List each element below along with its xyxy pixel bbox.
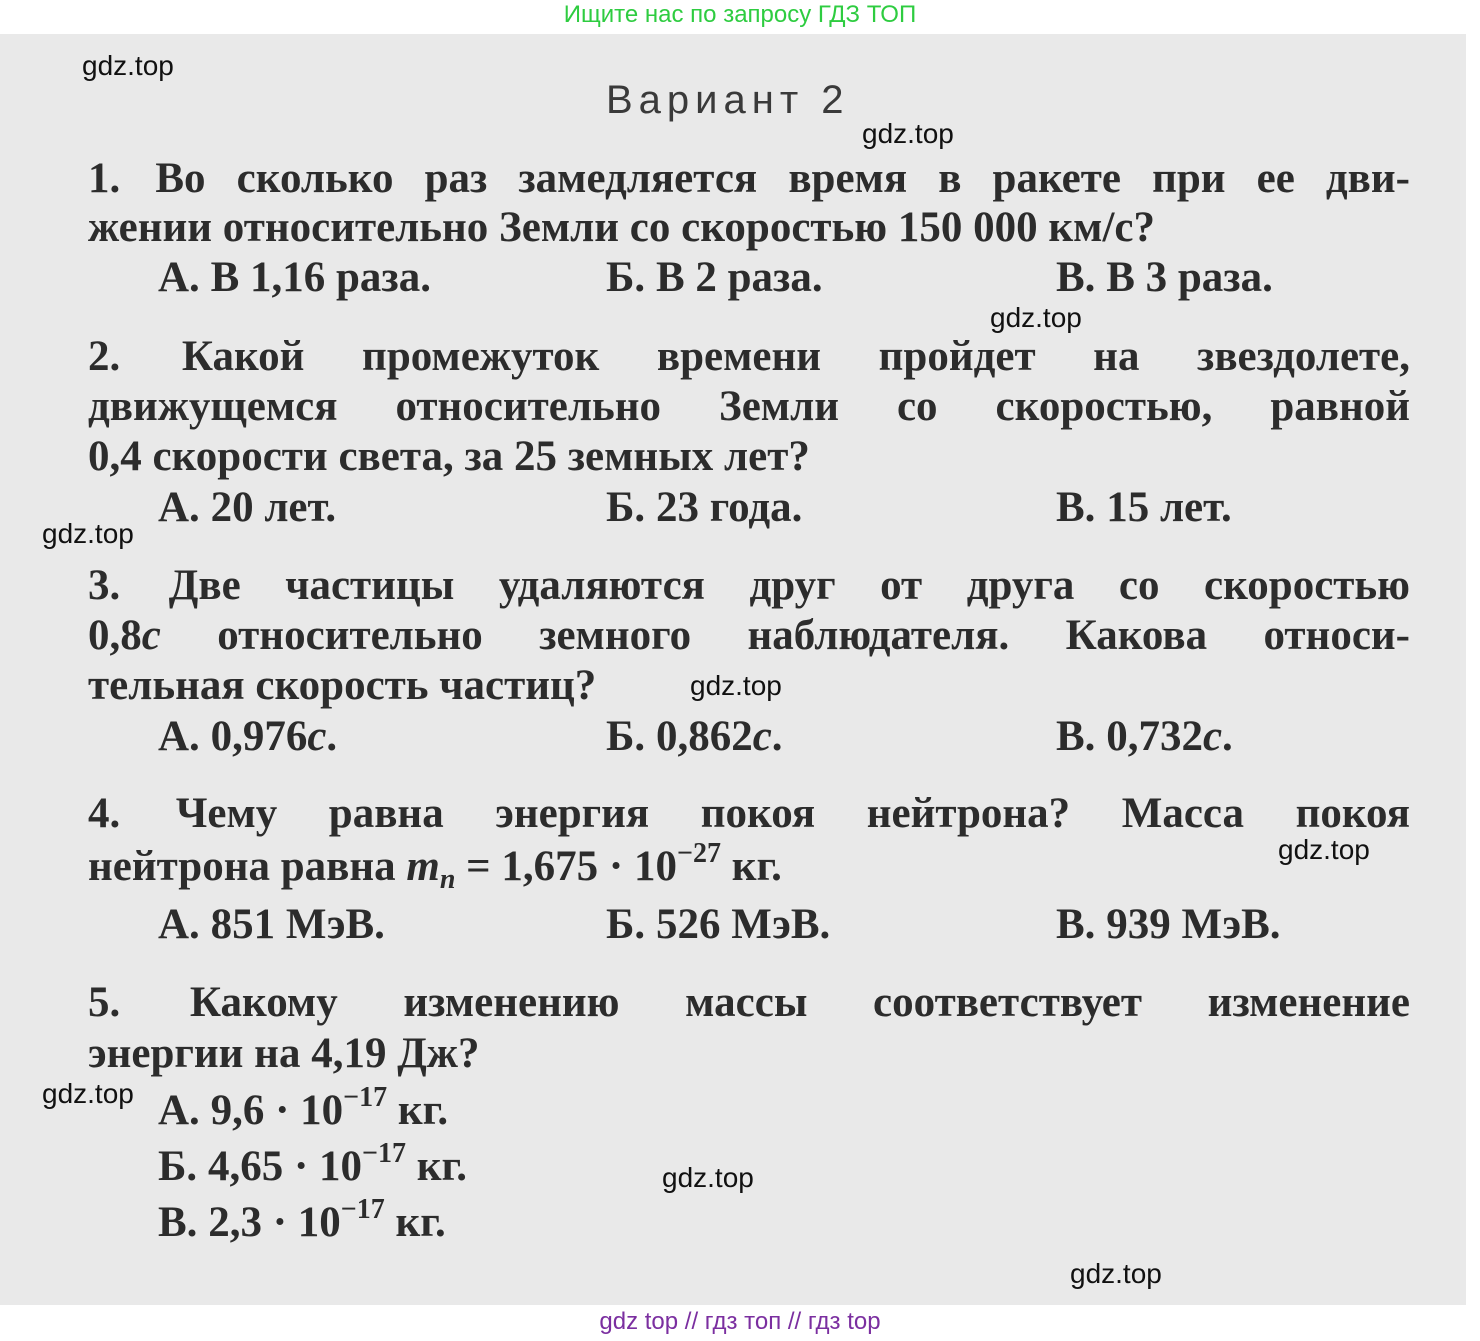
question-number: 4. xyxy=(88,790,121,837)
question-3-option-c: В. 0,732c. xyxy=(1056,713,1233,760)
question-number: 5. xyxy=(88,979,121,1026)
question-2-line-3: 0,4 скорости света, за 25 земных лет? xyxy=(88,433,810,480)
question-2-option-a: А. 20 лет. xyxy=(158,484,337,531)
question-5-option-c: В. $2,3 \cdot 10^{-17}$ кг. xyxy=(158,1194,446,1246)
watermark: gdz.top xyxy=(1070,1258,1162,1289)
watermark: gdz.top xyxy=(662,1162,754,1193)
question-1-option-a: А. В 1,16 раза. xyxy=(158,254,431,301)
question-number: 1. xyxy=(88,155,121,202)
question-3-line-1: 3. Две частицы удаляются друг от друга со скоростью xyxy=(88,562,1411,609)
watermark: gdz.top xyxy=(42,1078,134,1109)
question-1-line-2: жении относительно Земли со скоростью 150 000 км/с? xyxy=(88,204,1155,251)
question-4-line-2: нейтрона равна $m_n = 1,675 \cdot 10^{-27}$ кг. xyxy=(88,838,782,895)
question-1-option-c: В. В 3 раза. xyxy=(1056,254,1273,301)
question-3-line-3: тельная скорость частиц? xyxy=(88,662,597,709)
watermark: gdz.top xyxy=(82,50,174,81)
question-3-option-a: А. 0,976c. xyxy=(158,713,338,760)
top-banner: Ищите нас по запросу ГДЗ ТОП xyxy=(563,1,917,28)
question-2-line-2: движущемся относительно Земли со скоростью, равной xyxy=(88,383,1410,430)
variant-title: Вариант 2 xyxy=(606,78,850,122)
question-5-line-2: энергии на 4,19 Дж? xyxy=(88,1030,480,1077)
question-4-option-a: А. 851 МэВ. xyxy=(158,901,385,948)
question-5-option-b: Б. $4,65 \cdot 10^{-17}$ кг. xyxy=(158,1138,467,1190)
question-2-option-b: Б. 23 года. xyxy=(606,484,803,531)
question-5-line-1: 5. Какому изменению массы соответствует изменение xyxy=(88,979,1410,1026)
question-5-option-a: А. $9,6 \cdot 10^{-17}$ кг. xyxy=(158,1082,449,1134)
question-2-line-1: 2. Какой промежуток времени пройдет на звездолете, xyxy=(88,333,1410,380)
question-number: 3. xyxy=(88,562,121,609)
question-4-option-c: В. 939 МэВ. xyxy=(1056,901,1281,948)
question-1-option-b: Б. В 2 раза. xyxy=(606,254,823,301)
question-number: 2. xyxy=(88,333,121,380)
question-4-option-b: Б. 526 МэВ. xyxy=(606,901,831,948)
question-1-line-1: 1. Во сколько раз замедляется время в ракете при ее дви- xyxy=(88,155,1410,202)
watermark: gdz.top xyxy=(862,118,954,149)
bottom-banner: gdz top // гдз топ // гдз top xyxy=(599,1308,881,1335)
watermark: gdz.top xyxy=(1278,834,1370,865)
watermark: gdz.top xyxy=(690,670,782,701)
question-3-line-2: 0,8c относительно земного наблюдателя. Какова относи- xyxy=(88,612,1410,659)
watermark: gdz.top xyxy=(990,302,1082,333)
question-3-option-b: Б. 0,862c. xyxy=(606,713,783,760)
question-2-option-c: В. 15 лет. xyxy=(1056,484,1232,531)
watermark: gdz.top xyxy=(42,518,134,549)
question-4-line-1: 4. Чему равна энергия покоя нейтрона? Масса покоя xyxy=(88,790,1410,837)
